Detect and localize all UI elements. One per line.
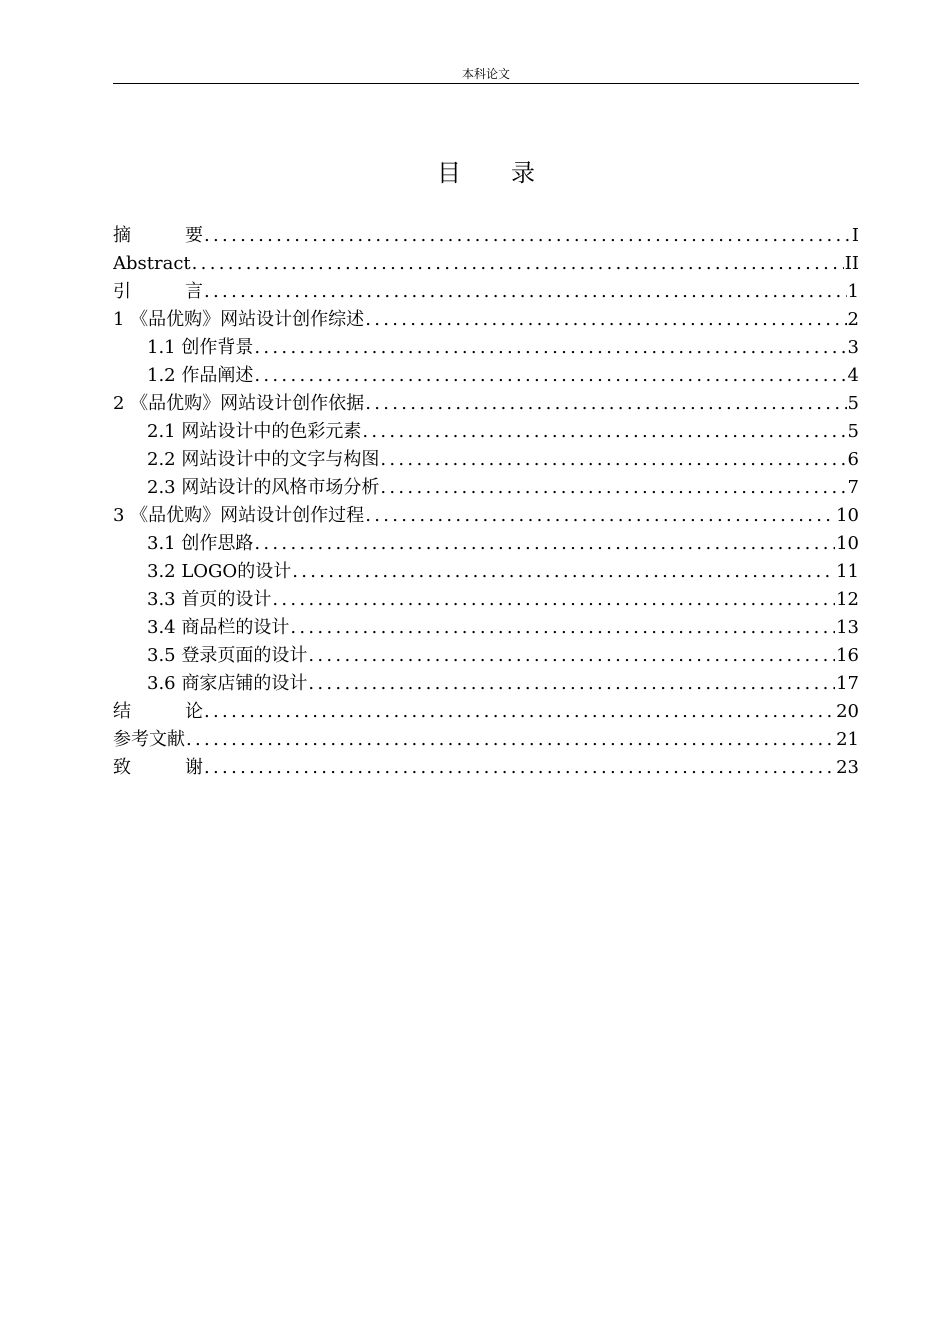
toc-page-number: 12 [836, 589, 859, 610]
toc-entry-text: 致 谢 [113, 757, 203, 778]
toc-page-number: 20 [836, 701, 859, 722]
toc-entry-text: 结 论 [113, 701, 203, 722]
toc-page-number: 7 [847, 477, 859, 498]
toc-page-number: 11 [836, 561, 859, 582]
toc-title [113, 156, 859, 190]
toc-entry-text: 1 《品优购》网站设计创作综述 [113, 309, 365, 330]
toc-entry-text: 参考文献 [113, 729, 185, 750]
toc-entry-text: 1.1 创作背景 [147, 337, 254, 358]
toc-page-number: 10 [836, 505, 859, 526]
toc-entry-text: 2 《品优购》网站设计创作依据 [113, 393, 365, 414]
toc-entry-chapter-3[interactable] [113, 502, 859, 530]
toc-leader-dots [380, 446, 846, 474]
toc-leader-dots [204, 754, 835, 782]
toc-leader-dots [365, 502, 835, 530]
toc-page-number: 16 [836, 645, 859, 666]
toc-leader-dots [254, 362, 846, 390]
toc-entry-text: 3.3 首页的设计 [147, 589, 272, 610]
toc-page-number: 23 [836, 757, 859, 778]
toc-entry-text: 引 言 [113, 281, 203, 302]
toc-entry-introduction[interactable] [113, 278, 859, 306]
toc-page-number: 21 [836, 729, 859, 750]
toc-entry-text: 3.4 商品栏的设计 [147, 617, 290, 638]
toc-leader-dots [186, 726, 835, 754]
toc-title-right: 录 [511, 159, 535, 187]
toc-entry-section-3-3[interactable] [113, 586, 859, 614]
toc-entry-chapter-1[interactable] [113, 306, 859, 334]
toc-entry-text: 1.2 作品阐述 [147, 365, 254, 386]
toc-entry-section-1-2[interactable] [113, 362, 859, 390]
toc-page-number: 5 [847, 421, 859, 442]
toc-entry-section-3-1[interactable] [113, 530, 859, 558]
toc-entry-conclusion[interactable] [113, 698, 859, 726]
toc-leader-dots [292, 558, 835, 586]
toc-entry-text: 2.1 网站设计中的色彩元素 [147, 421, 362, 442]
toc-entry-text: 2.2 网站设计中的文字与构图 [147, 449, 380, 470]
page-header: 本科论文 [113, 66, 859, 84]
toc-page-number: 5 [847, 393, 859, 414]
toc-entry-text: 3.1 创作思路 [147, 533, 254, 554]
toc-leader-dots [365, 390, 846, 418]
toc-page-number: 2 [847, 309, 859, 330]
toc-page-number: I [851, 225, 859, 246]
toc-leader-dots [380, 474, 846, 502]
toc-entry-text: 3 《品优购》网站设计创作过程 [113, 505, 365, 526]
toc-title-left: 目 [437, 159, 461, 187]
toc-entry-text: 3.2 LOGO的设计 [147, 561, 292, 582]
toc-entry-section-2-2[interactable] [113, 446, 859, 474]
toc-entry-text: 3.6 商家店铺的设计 [147, 673, 308, 694]
toc-leader-dots [254, 530, 835, 558]
toc-entry-section-1-1[interactable] [113, 334, 859, 362]
toc-page-number: 17 [836, 673, 859, 694]
toc-page-number: 4 [847, 365, 859, 386]
toc-entry-references[interactable] [113, 726, 859, 754]
toc-leader-dots [204, 278, 847, 306]
toc-leader-dots [204, 222, 851, 250]
toc-entry-section-3-2[interactable] [113, 558, 859, 586]
toc-entry-text: 2.3 网站设计的风格市场分析 [147, 477, 380, 498]
toc-entry-section-3-5[interactable] [113, 642, 859, 670]
toc-entry-section-2-3[interactable] [113, 474, 859, 502]
toc-entry-acknowledgements[interactable] [113, 754, 859, 782]
toc-entry-abstract-en[interactable] [113, 250, 859, 278]
toc-entry-section-3-4[interactable] [113, 614, 859, 642]
toc-leader-dots [365, 306, 846, 334]
toc-leader-dots [362, 418, 846, 446]
toc-leader-dots [204, 698, 835, 726]
toc-page-number: 13 [836, 617, 859, 638]
toc-leader-dots [272, 586, 835, 614]
toc-page-number: 3 [847, 337, 859, 358]
toc-entry-section-3-6[interactable] [113, 670, 859, 698]
toc-leader-dots [254, 334, 846, 362]
toc-entry-text: Abstract [113, 253, 191, 274]
toc-entry-text: 3.5 登录页面的设计 [147, 645, 308, 666]
toc-page-number: 6 [847, 449, 859, 470]
toc-list [113, 222, 859, 782]
toc-page-number: 10 [836, 533, 859, 554]
toc-leader-dots [308, 670, 835, 698]
toc-entry-text: 摘 要 [113, 225, 203, 246]
toc-leader-dots [290, 614, 835, 642]
toc-page-number: II [844, 253, 859, 274]
toc-leader-dots [192, 250, 844, 278]
toc-page-number: 1 [847, 281, 859, 302]
toc-entry-chapter-2[interactable] [113, 390, 859, 418]
toc-leader-dots [308, 642, 835, 670]
toc-entry-abstract-cn[interactable] [113, 222, 859, 250]
toc-entry-section-2-1[interactable] [113, 418, 859, 446]
